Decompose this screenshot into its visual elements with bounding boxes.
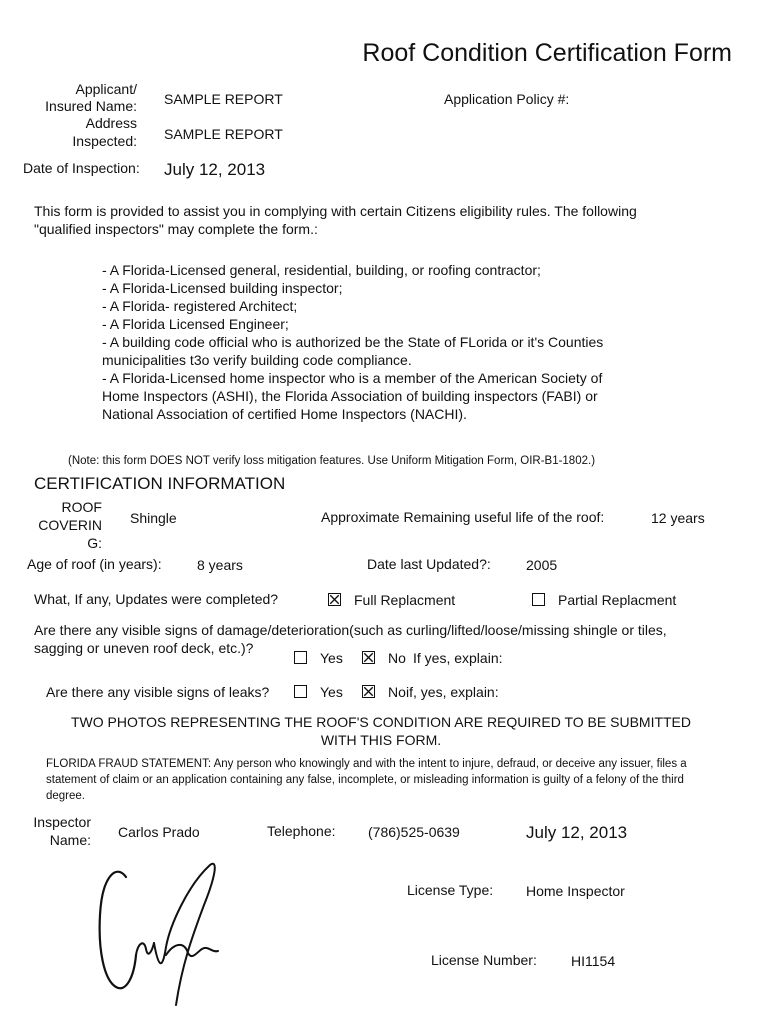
roof-covering-label-3: G: — [87, 535, 102, 551]
leaks-yes-label: Yes — [320, 684, 343, 700]
list-item: National Association of certified Home Inspectors (NACHI). — [102, 406, 467, 422]
full-replacement-label: Full Replacment — [354, 592, 456, 608]
roof-covering-label-2: COVERIN — [38, 517, 102, 533]
list-item: - A Florida-Licensed general, residential, building, or roofing contractor; — [102, 262, 541, 278]
applicant-name-field[interactable]: SAMPLE REPORT — [164, 91, 283, 107]
leaks-question: Are there any visible signs of leaks? — [46, 684, 270, 700]
fraud-statement-line-3: degree. — [46, 790, 86, 802]
address-field[interactable]: SAMPLE REPORT — [164, 126, 283, 142]
checkmark-x-icon — [363, 686, 374, 697]
telephone-label: Telephone: — [267, 823, 336, 839]
mitigation-note: (Note: this form DOES NOT verify loss mitigation features. Use Uniform Mitigation Form, OIR-B1-1802.) — [68, 455, 596, 467]
checkmark-x-icon — [329, 594, 340, 605]
intro-line-1: This form is provided to assist you in complying with certain Citizens eligibility rules. The following — [34, 203, 637, 219]
license-type-label: License Type: — [407, 882, 494, 898]
partial-replacement-label: Partial Replacment — [558, 592, 677, 608]
updates-label: What, If any, Updates were completed? — [34, 591, 279, 607]
license-type-field[interactable]: Home Inspector — [526, 883, 625, 899]
address-label-line-1: Address — [85, 115, 137, 131]
inspector-name-label-1: Inspector — [33, 814, 91, 830]
remaining-life-field[interactable]: 12 years — [651, 510, 705, 526]
applicant-label-line-1: Applicant/ — [75, 81, 137, 97]
qualified-inspectors-list — [102, 261, 603, 423]
checkmark-x-icon — [363, 652, 374, 663]
address-label-line-2: Inspected: — [72, 133, 137, 149]
list-item: municipalities t3o verify building code compliance. — [102, 352, 412, 368]
photos-requirement-line-1: TWO PHOTOS REPRESENTING THE ROOF'S CONDITION ARE REQUIRED TO BE SUBMITTED — [70, 714, 692, 730]
inspection-date-field[interactable]: July 12, 2013 — [164, 160, 266, 179]
intro-line-2: "qualified inspectors" may complete the form.: — [34, 221, 318, 237]
inspector-signature — [92, 855, 232, 1015]
damage-explain-label: If yes, explain: — [413, 650, 503, 666]
list-item: - A Florida- registered Architect; — [102, 298, 298, 314]
leaks-explain-label: if, yes, explain: — [406, 684, 499, 700]
list-item: - A building code official who is authorized be the State of FLorida or it's Counties — [102, 334, 604, 350]
date-updated-field[interactable]: 2005 — [526, 557, 558, 573]
photos-requirement-line-2: WITH THIS FORM. — [320, 732, 442, 748]
inspector-name-field[interactable]: Carlos Prado — [118, 824, 200, 840]
partial-replacement-checkbox[interactable] — [532, 593, 545, 606]
damage-yes-label: Yes — [320, 650, 343, 666]
damage-no-checkbox[interactable] — [362, 651, 375, 664]
signature-date-field[interactable]: July 12, 2013 — [526, 823, 628, 842]
damage-yes-checkbox[interactable] — [294, 651, 307, 664]
leaks-no-label: No — [388, 684, 406, 700]
fraud-statement-line-1: FLORIDA FRAUD STATEMENT: Any person who knowingly and with the intent to injure, defraud, or deceive any issuer, files a — [46, 758, 687, 770]
full-replacement-checkbox[interactable] — [328, 593, 341, 606]
damage-no-label: No — [388, 650, 406, 666]
roof-covering-label-1: ROOF — [61, 499, 102, 515]
inspection-date-label: Date of Inspection: — [23, 160, 140, 176]
certification-heading: CERTIFICATION INFORMATION — [34, 474, 286, 493]
leaks-no-checkbox[interactable] — [362, 685, 375, 698]
form-title: Roof Condition Certification Form — [362, 39, 732, 67]
list-item: - A Florida-Licensed home inspector who is a member of the American Society of — [102, 370, 603, 386]
list-item: - A Florida Licensed Engineer; — [102, 316, 289, 332]
applicant-label-line-2: Insured Name: — [45, 98, 137, 114]
roof-covering-field[interactable]: Shingle — [130, 510, 177, 526]
fraud-statement — [46, 756, 687, 804]
license-number-label: License Number: — [431, 952, 537, 968]
remaining-life-label: Approximate Remaining useful life of the roof: — [321, 509, 605, 525]
damage-question-line-1: Are there any visible signs of damage/deterioration(such as curling/lifted/loose/missing shingle or tiles, — [34, 622, 667, 638]
damage-question-line-2: sagging or uneven roof deck, etc.)? — [34, 640, 254, 656]
roof-age-label: Age of roof (in years): — [27, 556, 162, 572]
license-number-field[interactable]: HI1154 — [571, 953, 616, 969]
policy-number-label: Application Policy #: — [444, 91, 570, 107]
fraud-statement-line-2: statement of claim or an application containing any false, incomplete, or misleading information is guilty of a felony of the third — [46, 774, 684, 786]
list-item: - A Florida-Licensed building inspector; — [102, 280, 343, 296]
telephone-field[interactable]: (786)525-0639 — [368, 824, 460, 840]
roof-age-field[interactable]: 8 years — [197, 557, 243, 573]
date-updated-label: Date last Updated?: — [367, 556, 491, 572]
leaks-yes-checkbox[interactable] — [294, 685, 307, 698]
inspector-name-label-2: Name: — [49, 832, 91, 848]
list-item: Home Inspectors (ASHI), the Florida Association of building inspectors (FABI) or — [102, 388, 598, 404]
